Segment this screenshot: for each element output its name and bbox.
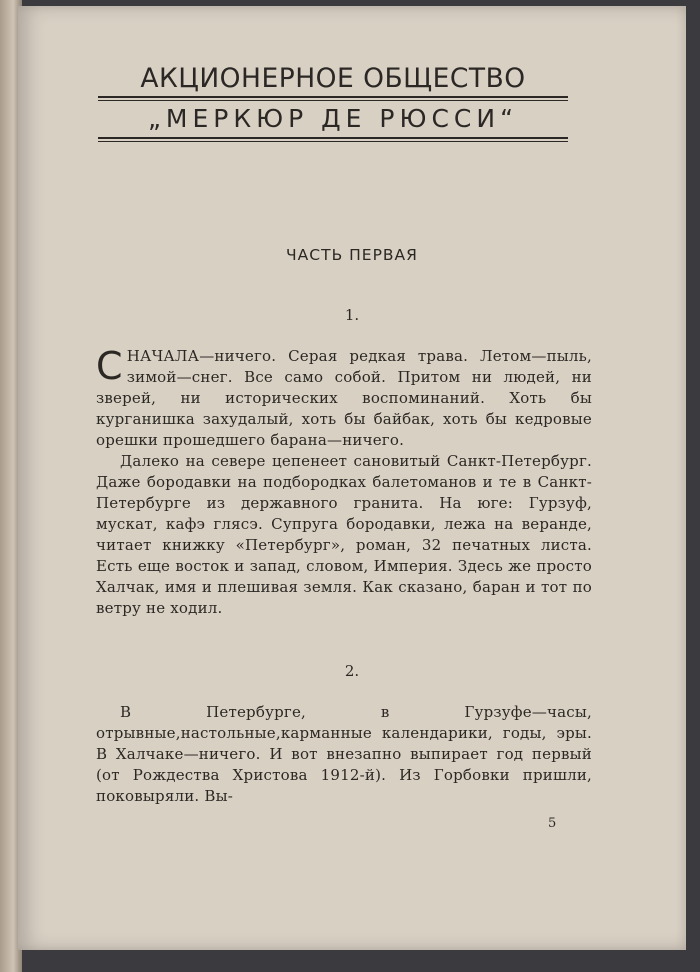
section-number-1: 1. <box>344 306 360 324</box>
section-2-text <box>96 702 592 807</box>
paragraph-3: В Петербурге, в Гурзуфе—часы, отрывные,настольные,карманные календарики, годы, эры. В Халчаке—ничего. И вот внезапно выпирает год первый (от Рождества Христова 1912-й). Из Горбовки пришли, поковыряли. Вы- <box>96 703 592 805</box>
header-block <box>98 62 568 142</box>
section-number-2: 2. <box>344 662 360 680</box>
paragraph-2: Далеко на севере цепенеет сановитый Санкт-Петербург. Даже бородавки на подбородках балетоманов и те в Санкт-Петербурге из державного гранита. На юге: Гурзуф, мускат, кафэ глясэ. Супруга бородавки, лежа на веранде, читает книжку «Петербург», роман, 32 печатных листа. Есть еще восток и запад, словом, Империя. Здесь же просто Халчак, имя и плешивая земля. Как сказано, баран и тот по ветру не ходил. <box>96 452 592 617</box>
header-company-name: „МЕРКЮР ДЕ РЮССИ“ <box>147 104 519 133</box>
book-page <box>18 6 686 950</box>
header-rule-bottom <box>98 137 568 142</box>
drop-cap: С <box>96 344 123 388</box>
section-1-text <box>96 346 592 619</box>
part-title: ЧАСТЬ ПЕРВАЯ <box>286 246 418 264</box>
header-company-type: АКЦИОНЕРНОЕ ОБЩЕСТВО <box>140 63 526 94</box>
paragraph-1-text: НАЧАЛА—ничего. Серая редкая трава. Летом—пыль, зимой—снег. Все само собой. Притом ни людей, ни зверей, ни исторических воспоминаний. Хоть бы курганишка захудалый, хоть бы байбак, хоть бы кедровые орешки прошедшего барана—ничего. <box>96 347 592 449</box>
paragraph-1 <box>96 346 592 451</box>
page-number: 5 <box>548 816 557 831</box>
